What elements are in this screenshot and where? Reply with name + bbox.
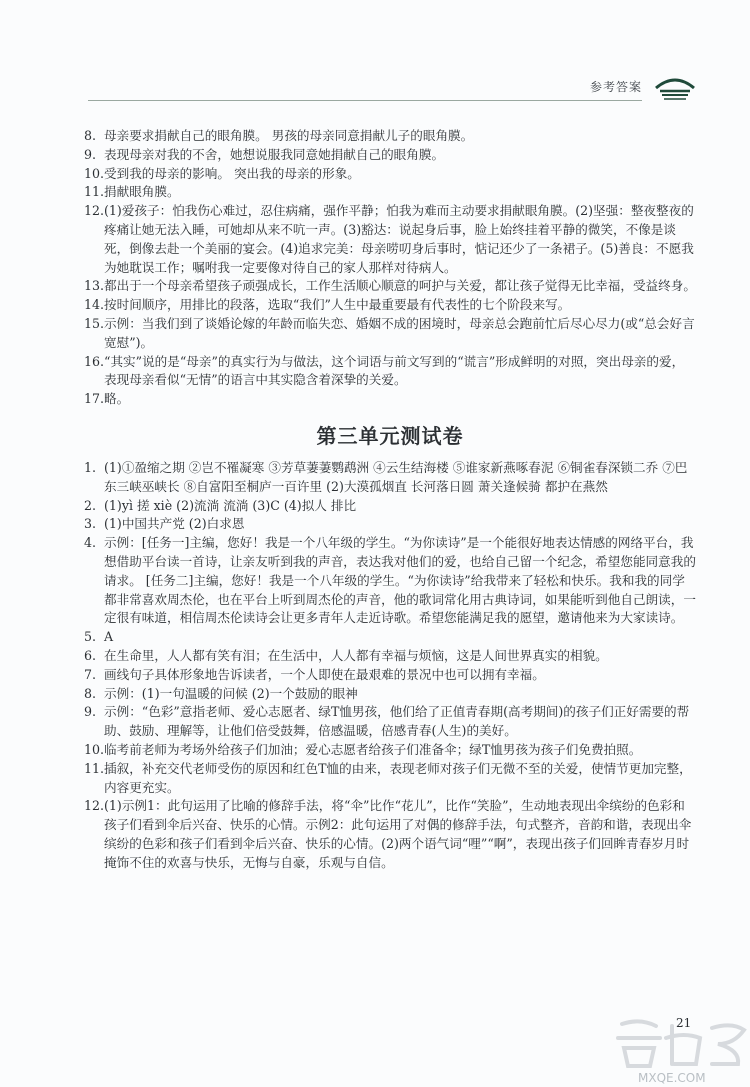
answer-text: 表现母亲对我的不舍，她想说服我同意她捐献自己的眼角膜。 [104,146,445,162]
answer-item [84,127,696,146]
answer-text: 都出于一个母亲希望孩子顽强成长，工作生活顺心顺意的呵护与关爱，都让孩子觉得无比幸福，受益终身。 [104,278,696,294]
answer-item [84,685,696,704]
answer-text: (1)爱孩子：怕我伤心难过，忍住病痛，强作平静；怕我为难而主动要求捐献眼角膜。(2)坚强：整夜整夜的疼痛让她无法入睡，可她却从来不吭一声。(3)豁达：说起身后事，脸上始终挂着平静的微笑，不像是谈死，倒像去赴一个美丽的宴会。(4)追求完美：母亲唠叨身后事时，惦记还少了一条裙子。(5)善良：不愿我为她耽误工作；嘱咐我一定要像对待自己的家人那样对待病人。 [104,203,694,275]
answer-item [84,277,696,296]
answer-item [84,515,696,534]
svg-text:MXQE.COM: MXQE.COM [638,1071,706,1085]
watermark-logo [600,1016,750,1087]
answer-number: 14. [84,297,105,313]
answer-item [84,202,696,277]
answer-text: (1)中国共产党 (2)白求恩 [104,516,245,532]
answer-number: 12. [84,203,105,219]
answer-number: 15. [84,315,105,331]
answer-number: 11. [84,760,105,776]
answer-item [84,703,696,741]
answer-item [84,797,696,872]
answer-item [84,315,696,353]
answer-number: 4. [84,535,97,551]
answer-item [84,146,696,165]
answer-number: 13. [84,278,105,294]
answer-text: “其实”说的是“母亲”的真实行为与做法，这个词语与前文写到的“谎言”形成鲜明的对照，突出母亲的爱，表现母亲看似“无情”的语言中其实隐含着深挚的关爱。 [104,353,685,388]
answer-text: 示例：当我们到了谈婚论嫁的年龄而临失恋、婚姻不成的困境时，母亲总会跑前忙后尽心尽力(或“总会好言宽慰”)。 [104,315,695,350]
header-label: 参考答案 [589,80,642,94]
answer-item [84,390,696,409]
answer-text: 母亲要求捐献自己的眼角膜。 男孩的母亲同意捐献儿子的眼角膜。 [104,128,474,143]
answer-number: 12. [84,798,105,814]
answer-number: 16. [84,353,105,369]
answer-text: 插叙，补充交代老师受伤的原因和红色T恤的由来，表现老师对孩子们无微不至的关爱，使情节更加完整，内容更充实。 [104,760,692,795]
answer-item [84,459,696,497]
answer-number: 6. [84,647,97,663]
page-number: 21 [676,1016,692,1030]
book-stack-icon [650,70,700,106]
answer-item [84,534,696,628]
page-header [88,70,700,116]
answer-item [84,165,696,184]
answer-text: 略。 [104,391,130,407]
answer-text: (1)yì 搓 xiè (2)流淌 流淌 (3)C (4)拟人 排比 [104,497,357,513]
answer-text: 捐献眼角膜。 [104,184,180,200]
answer-text: 在生命里，人人都有笑有泪；在生活中，人人都有幸福与烦恼，这是人间世界真实的相貌。 [104,647,608,663]
answer-item [84,628,696,647]
answer-item [84,353,696,391]
answer-number: 9. [84,704,97,720]
answer-number: 2. [84,497,97,513]
answer-text: (1)①盈缩之期 ②岂不罹凝寒 ③芳草萋萋鹦鹉洲 ④云生结海楼 ⑤谁家新燕啄春泥 ⑥铜雀春深锁二乔 ⑦巴东三峡巫峡长 ⑧自富阳至桐庐一百许里 (2)大漠孤烟直 长河落日圆 萧关逢候骑 都护在燕然 [104,459,688,494]
answer-item [84,296,696,315]
answer-item [84,760,696,798]
answer-number: 5. [84,629,97,645]
answer-number: 9. [84,146,97,162]
answer-number: 3. [84,516,97,532]
answer-text: 按时间顺序，用排比的段落，选取“我们”人生中最重要最有代表性的七个阶段来写。 [104,297,571,313]
answer-number: 8. [84,685,97,701]
answer-item [84,183,696,202]
answer-text: 受到我的母亲的影响。 突出我的母亲的形象。 [104,165,360,181]
answer-item [84,666,696,685]
answer-text: 画线句子具体形象地告诉读者，一个人即使在最艰难的景况中也可以拥有幸福。 [104,666,545,682]
answer-text: 示例：(1)一句温暖的问候 (2)一个鼓励的眼神 [104,685,358,701]
section-title: 第三单元测试卷 [316,423,464,448]
answer-item [84,647,696,666]
answer-text: (1)示例1：此句运用了比喻的修辞手法，将“伞”比作“花儿”，比作“笑脸”，生动地表现出伞缤纷的色彩和孩子们看到伞后兴奋、快乐的心情。示例2：此句运用了对偶的修辞手法，句式整齐，音韵和谐，表现出伞缤纷的色彩和孩子们看到伞后兴奋、快乐的心情。(2)两个语气词“哩”“啊”，表现出孩子们回眸青春岁月时掩饰不住的欢喜与快乐，无悔与自豪，乐观与自信。 [104,798,692,870]
answer-content [84,127,696,872]
unit2-answers [84,127,696,409]
answer-item [84,741,696,760]
answer-number: 17. [84,391,105,407]
answer-text: A [104,629,114,645]
answer-number: 10. [84,165,105,181]
header-rule [88,100,642,101]
answer-item [84,497,696,516]
unit3-answers [84,459,696,873]
answer-text: 示例：[任务一]主编，您好！我是一个八年级的学生。“为你读诗”是一个能很好地表达情感的网络平台，我想借助平台读一首诗，让亲友听到我的声音，表达我对他们的爱，也给自己留一个纪念，希望您能同意我的请求。 [任务二]主编，您好！我是一个八年级的学生。“为你读诗”给我带来了轻松和快乐。我和我的同学都非常喜欢周杰伦，也在平台上听到周杰伦的声音，他的歌词常化用古典诗词，如果能听到他自己朗读，一定很有味道，相信周杰伦读诗会让更多青年人走近诗歌。希望您能满足我的愿望，邀请他来为大家读诗。 [104,535,696,626]
answer-text: 临考前老师为考场外给孩子们加油；爱心志愿者给孩子们准备伞；绿T恤男孩为孩子们免费拍照。 [104,741,642,757]
answer-text: 示例：“色彩”意指老师、爱心志愿者、绿T恤男孩，他们给了正值青春期(高考期间)的孩子们正好需要的帮助、鼓励、理解等，让他们倍受鼓舞，倍感温暖，倍感青春(人生)的美好。 [104,704,690,739]
answer-number: 1. [84,459,97,475]
answer-number: 11. [84,184,105,200]
answer-number: 10. [84,741,105,757]
answer-number: 7. [84,666,97,682]
answer-number: 8. [84,128,97,143]
